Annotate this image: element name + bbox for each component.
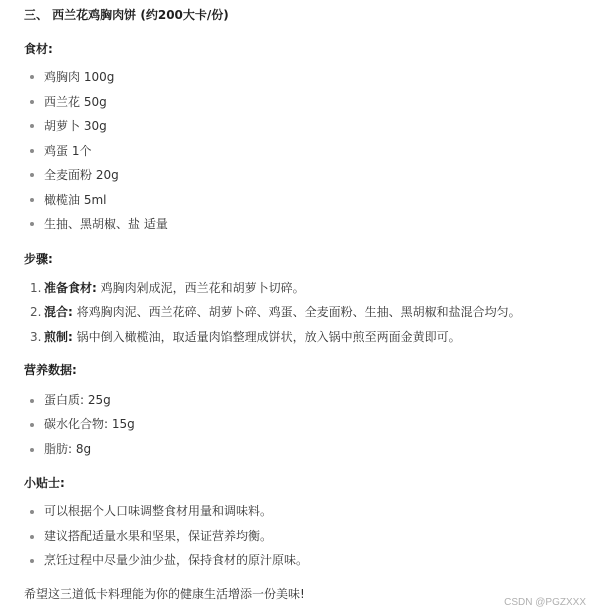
ingredient-item: 西兰花 50g (44, 95, 107, 109)
bullet-dot (30, 535, 34, 539)
ingredient-item: 全麦面粉 20g (44, 168, 119, 182)
step-label: 煎制: (44, 330, 73, 344)
step-label: 准备食材: (44, 281, 97, 295)
steps-heading: 步骤: (24, 252, 53, 266)
nutrition-item: 碳水化合物: 15g (44, 417, 135, 431)
step-label: 混合: (44, 305, 73, 319)
step-text: 锅中倒入橄榄油，取适量肉馅整理成饼状，放入锅中煎至两面金黄即可。 (76, 330, 461, 344)
bullet-dot (30, 448, 34, 452)
step-text: 将鸡胸肉泥、西兰花碎、胡萝卜碎、鸡蛋、全麦面粉、生抽、黑胡椒和盐混合均匀。 (76, 305, 521, 319)
step-number: 2. (30, 305, 42, 319)
bullet-dot (30, 198, 34, 202)
bullet-dot (30, 510, 34, 514)
bullet-dot (30, 399, 34, 403)
step-number: 1. (30, 281, 42, 295)
ingredients-heading: 食材: (24, 42, 53, 56)
ingredient-item: 胡萝卜 30g (44, 119, 107, 133)
tips-heading: 小贴士: (24, 476, 65, 490)
nutrition-heading: 营养数据: (24, 363, 77, 377)
nutrition-item: 蛋白质: 25g (44, 393, 111, 407)
bullet-dot (30, 75, 34, 79)
bullet-dot (30, 124, 34, 128)
closing-text: 希望这三道低卡料理能为你的健康生活增添一份美味! (24, 587, 305, 601)
bullet-dot (30, 100, 34, 104)
nutrition-item: 脂肪: 8g (44, 442, 92, 456)
tip-item: 烹饪过程中尽量少油少盐，保持食材的原汁原味。 (44, 553, 309, 567)
bullet-dot (30, 149, 34, 153)
ingredient-item: 橄榄油 5ml (44, 193, 107, 207)
step-item (44, 329, 461, 345)
step-item (44, 304, 521, 320)
watermark: CSDN @PGZXXX (504, 597, 586, 608)
tip-item: 可以根据个人口味调整食材用量和调味料。 (44, 504, 273, 518)
bullet-dot (30, 559, 34, 563)
step-number: 3. (30, 330, 42, 344)
step-item (44, 280, 305, 296)
section-title: 三、 西兰花鸡胸肉饼 (约200大卡/份) (24, 8, 229, 22)
bullet-dot (30, 173, 34, 177)
step-text: 鸡胸肉剁成泥，西兰花和胡萝卜切碎。 (100, 281, 305, 295)
ingredient-item: 生抽、黑胡椒、盐 适量 (44, 217, 168, 231)
bullet-dot (30, 423, 34, 427)
bullet-dot (30, 222, 34, 226)
ingredient-item: 鸡胸肉 100g (44, 70, 115, 84)
ingredient-item: 鸡蛋 1个 (44, 144, 92, 158)
tip-item: 建议搭配适量水果和坚果，保证营养均衡。 (44, 529, 273, 543)
